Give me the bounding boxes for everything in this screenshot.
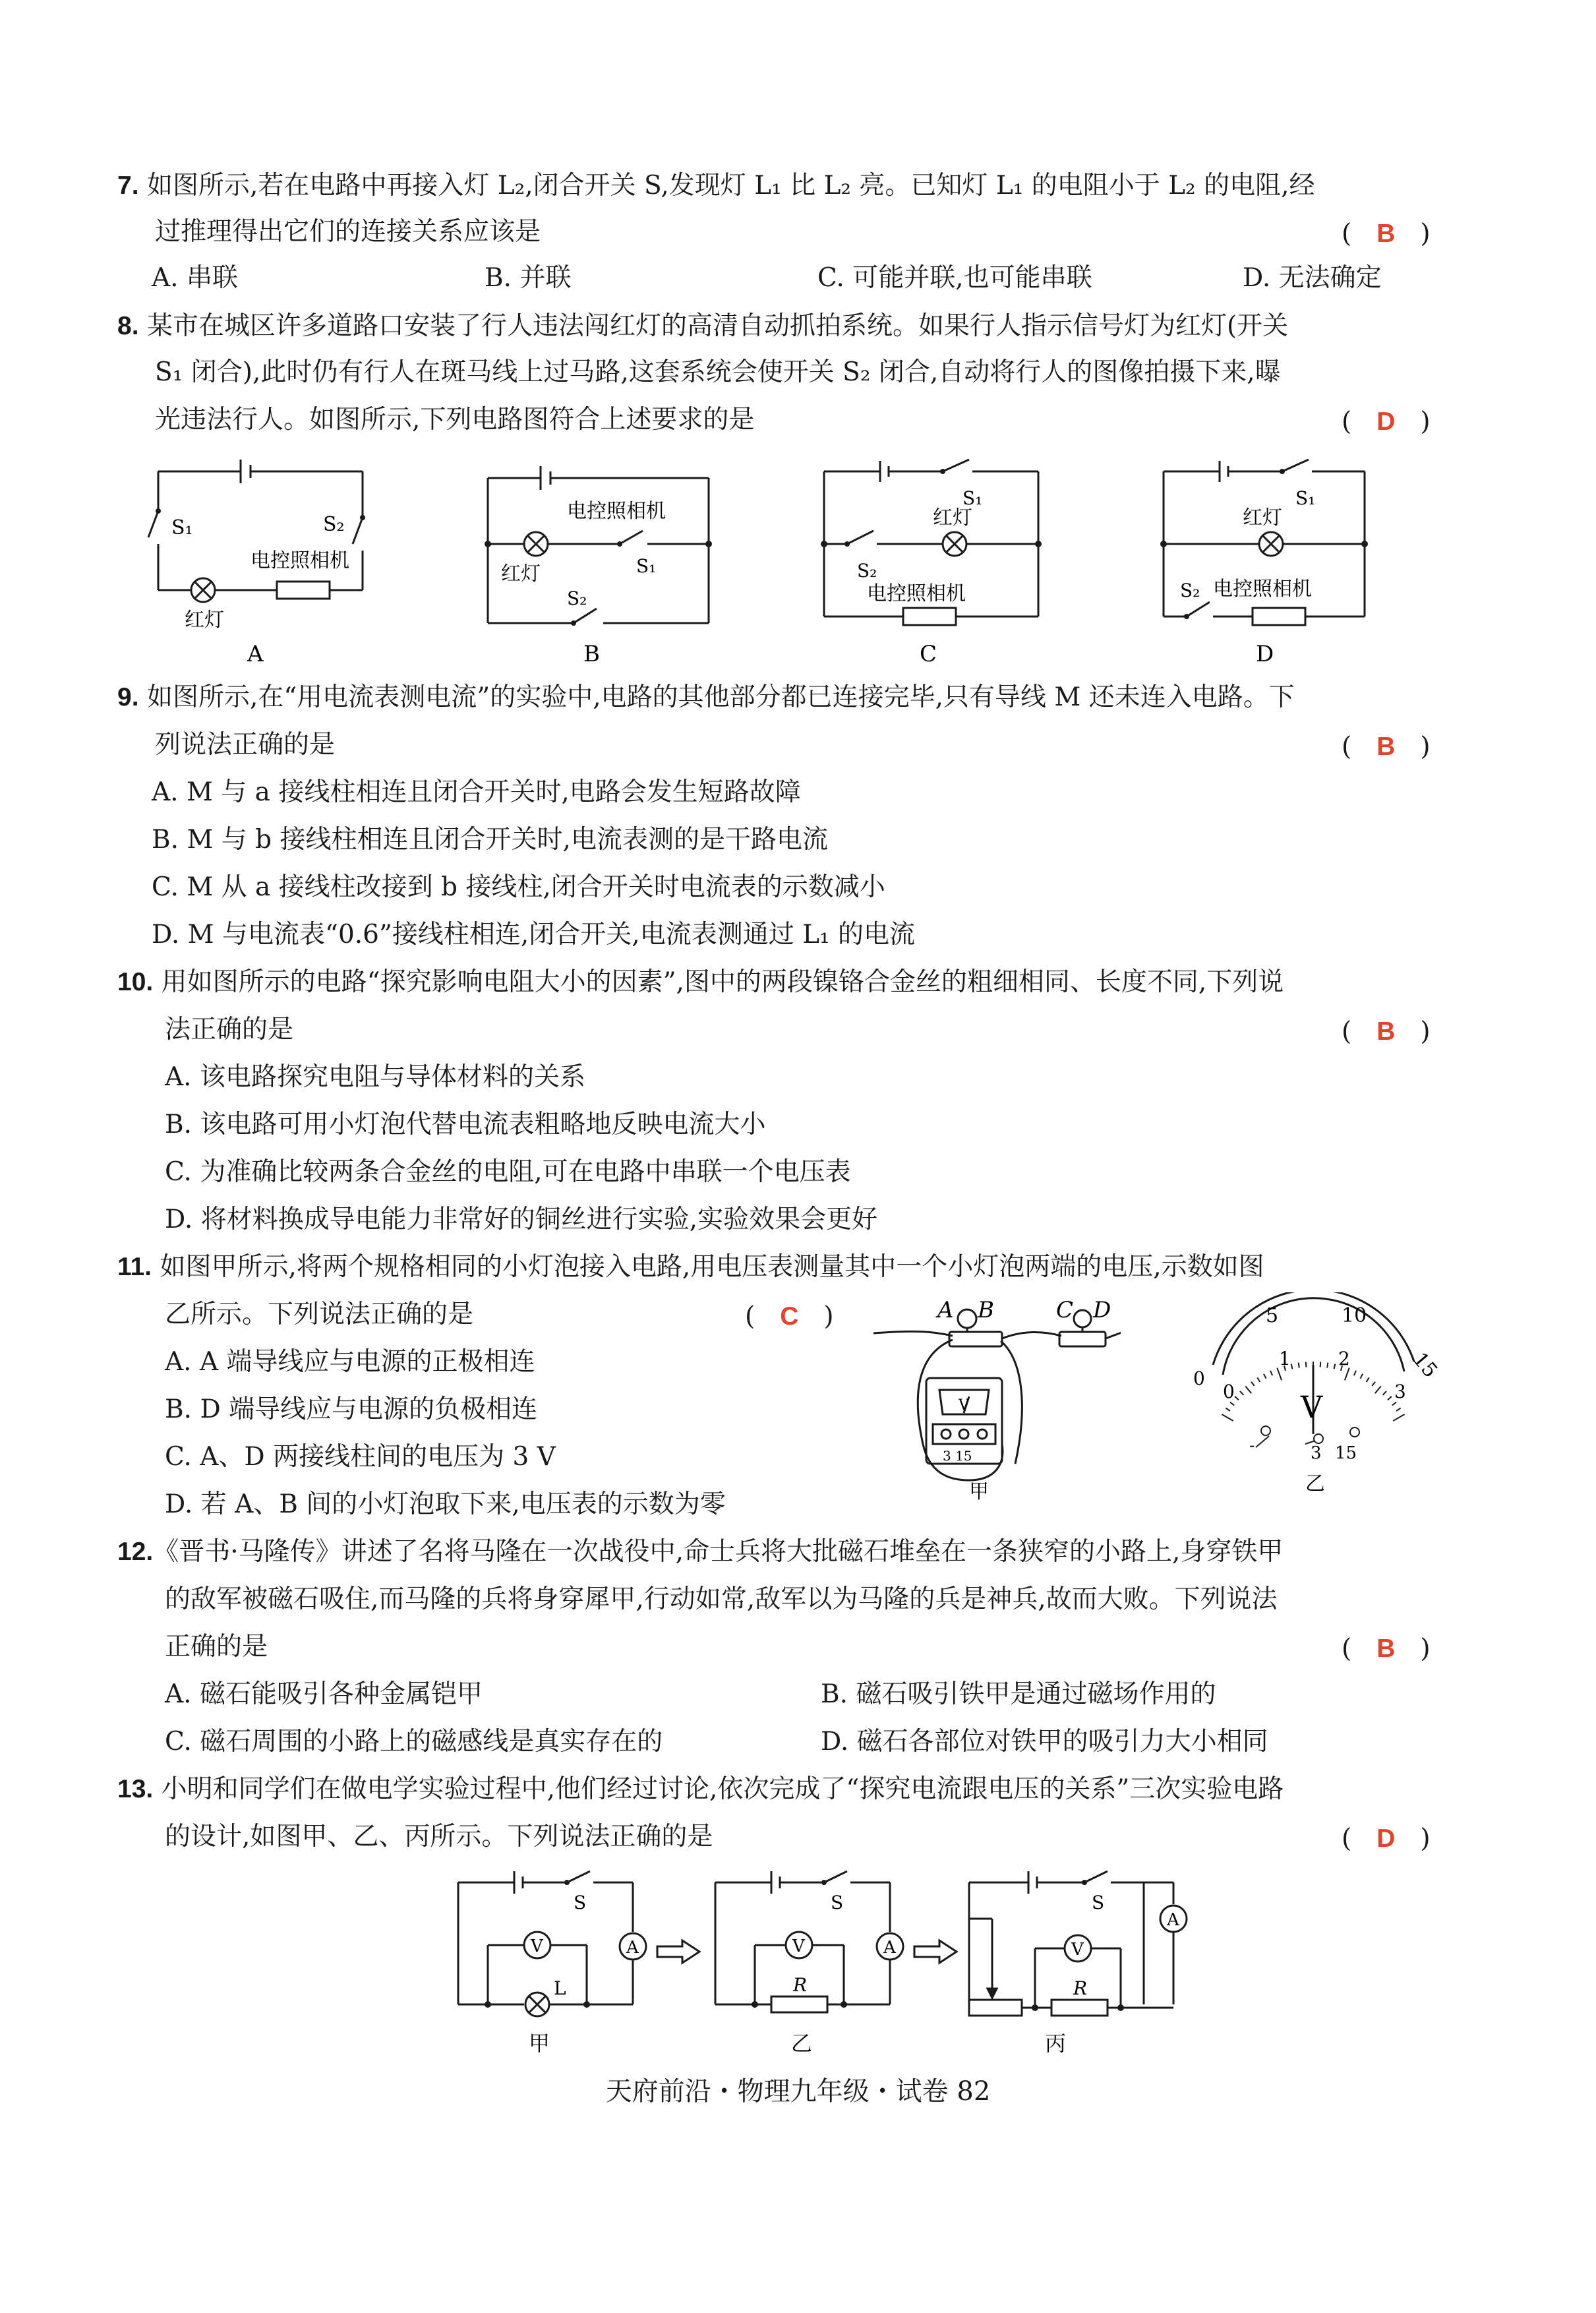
q11-jia-meter-symbol: V: [959, 1397, 969, 1414]
q11-option-b: B. D 端导线应与电源的负极相连: [165, 1395, 538, 1424]
q8-circuit-c: [811, 452, 1061, 669]
q12-line2: 的敌军被磁石吸住,而马隆的兵将身穿犀甲,行动如常,敌军以为马隆的兵是神兵,故而大败。下列说法: [165, 1584, 1278, 1614]
q11-dial-tick: [1393, 1414, 1404, 1421]
q9-text: 如图所示,在“用电流表测电流”的实验中,电路的其他部分都已连接完毕,只有导线 M 还未连入电路。下: [146, 682, 1295, 712]
q11-line2: 乙所示。下列说法正确的是: [165, 1300, 474, 1329]
q9-option-d: D. M 与电流表“0.6”接线柱相连,闭合开关,电流表测通过 L₁ 的电流: [152, 920, 916, 949]
q11-figure-yi-label: 乙: [1305, 1472, 1325, 1495]
q8-c-lamp-label: 红灯: [933, 506, 972, 529]
q11-dial-tick: [1334, 1364, 1336, 1369]
q13-yi-voltmeter-label: V: [792, 1937, 805, 1956]
q8-d-s2-label: S₂: [1180, 580, 1200, 601]
q12-line3: 正确的是: [165, 1632, 268, 1662]
q10-option-c: C. 为准确比较两条合金丝的电阻,可在电路中串联一个电压表: [165, 1157, 851, 1187]
q11-answer: ( C ): [745, 1302, 834, 1331]
q13-bing-resistor-label: R: [1073, 1977, 1088, 1999]
q7-option-b: B. 并联: [485, 263, 572, 293]
q7-line2: 过推理得出它们的连接关系应该是: [155, 217, 541, 247]
q11-dial-tick: [1396, 1408, 1401, 1412]
q13-line1: [117, 1776, 1284, 1802]
q13-bing-ammeter-label: A: [1167, 1910, 1179, 1930]
q7-option-c: C. 可能并联,也可能串联: [817, 263, 1092, 293]
q13-yi-ammeter-label: A: [883, 1938, 896, 1958]
q13-number: 13.: [117, 1775, 154, 1803]
q11-option-d: D. 若 A、B 间的小灯泡取下来,电压表的示数为零: [165, 1489, 726, 1519]
q9-answer: ( B ): [1342, 732, 1431, 762]
q8-number: 8.: [117, 312, 139, 340]
q11-dial-tick: [1360, 1374, 1363, 1379]
q12-option-a: A. 磁石能吸引各种金属铠甲: [165, 1679, 483, 1709]
q11-dial-tick: [1388, 1397, 1392, 1400]
q8-a-lamp-label: 红灯: [185, 609, 224, 632]
q13-jia-switch-label: S: [574, 1892, 587, 1913]
q13-answer: ( D ): [1342, 1824, 1431, 1853]
q11-dial-tick: [1392, 1402, 1396, 1406]
q13-circuit-yi: [705, 1866, 916, 2057]
q13-circuit-bing: [962, 1866, 1200, 2057]
q13-bing-switch-label: S: [1092, 1892, 1105, 1913]
q13-arrow-1: [656, 1938, 702, 1965]
q11-dial-tick: [1235, 1397, 1239, 1400]
q11-scale-outer-0: 0: [1193, 1367, 1205, 1389]
q13-figure-label-jia: 甲: [529, 2031, 550, 2056]
q11-scale-15: 15: [1407, 1348, 1442, 1383]
q12-number: 12.: [117, 1538, 154, 1566]
q11-scale-10: 10: [1342, 1304, 1367, 1327]
q11-yi-meter-symbol: V: [1301, 1389, 1323, 1425]
q11-dial-tick: [1345, 1368, 1349, 1381]
q9-line1: [117, 684, 1295, 710]
q8-a-camera-label: 电控照相机: [251, 549, 349, 572]
q12-text: 《晋书·马隆传》讲述了名将马隆在一次战役中,命士兵将大批磁石堆垒在一条狭窄的小路上,身穿铁甲: [153, 1537, 1284, 1567]
q10-option-d: D. 将材料换成导电能力非常好的铜丝进行实验,实验效果会更好: [165, 1205, 878, 1234]
q7-option-a: A. 串联: [152, 263, 238, 293]
q11-dial-tick: [1264, 1374, 1266, 1379]
q11-dial-tick: [1257, 1377, 1260, 1382]
q11-scale-3: 3: [1394, 1381, 1406, 1402]
q13-figure-label-bing: 丙: [1045, 2031, 1067, 2056]
q11-number: 11.: [117, 1253, 152, 1281]
q13-text: 小明和同学们在做电学实验过程中,他们经过讨论,依次完成了“探究电流跟电压的关系”三次实验电路: [161, 1774, 1284, 1804]
q8-figure-label-a: A: [247, 641, 264, 667]
q9-option-a: A. M 与 a 接线柱相连且闭合开关时,电路会发生短路故障: [152, 777, 801, 807]
q8-b-camera-label: 电控照相机: [567, 500, 666, 523]
q11-scale-5: 5: [1266, 1304, 1279, 1327]
q7-answer: ( B ): [1342, 219, 1431, 249]
q11-yi-terminal-3: 3: [1311, 1443, 1322, 1463]
q7-line1: [117, 173, 1315, 198]
q11-figure-jia-label: 甲: [969, 1480, 989, 1503]
q8-a-s1-label: S₁: [171, 516, 193, 539]
q11-dial-tick: [1367, 1377, 1369, 1382]
q11-dial-tick: [1320, 1362, 1321, 1367]
q8-circuit-a: [132, 452, 382, 669]
q11-dial-tick: [1251, 1382, 1255, 1386]
q13-yi-resistor-label: R: [793, 1974, 808, 1996]
q8-line1: [117, 313, 1288, 339]
q8-answer: ( D ): [1342, 407, 1431, 436]
q11-option-a: A. A 端导线应与电源的正极相连: [165, 1347, 535, 1377]
q11-figure-jia: [870, 1292, 1121, 1503]
q11-option-c: C. A、D 两接线柱间的电压为 3 V: [165, 1442, 556, 1472]
q11-dial-tick: [1327, 1363, 1328, 1368]
q13-jia-voltmeter-label: V: [531, 1937, 543, 1956]
q13-bing-voltmeter-label: V: [1071, 1940, 1084, 1960]
q8-c-s2-label: S₂: [857, 560, 877, 582]
page-footer: 天府前沿・物理九年级・试卷 82: [605, 2076, 991, 2107]
q8-line3: 光违法行人。如图所示,下列电路图符合上述要求的是: [155, 405, 755, 435]
q11-dial-tick: [1226, 1408, 1230, 1412]
q8-circuit-b: [475, 452, 725, 669]
q11-scale-2: 2: [1338, 1348, 1350, 1369]
q13-yi-switch-label: S: [831, 1892, 844, 1913]
q13-arrow-2: [913, 1938, 959, 1965]
q11-dial-tick: [1270, 1371, 1272, 1375]
q11-dial-tick: [1372, 1382, 1375, 1386]
q11-scale-1: 1: [1279, 1348, 1291, 1369]
q13-circuit-jia: [448, 1866, 659, 2057]
q9-number: 9.: [117, 683, 139, 711]
q11-dial-tick: [1354, 1371, 1356, 1375]
q11-dial-tick: [1383, 1391, 1387, 1395]
q11-jia-meter-ranges: 3 15: [943, 1448, 972, 1464]
q12-option-c: C. 磁石周围的小路上的磁感线是真实存在的: [165, 1727, 663, 1757]
q11-terminal-a-label: A: [937, 1297, 954, 1323]
q11-line1: [117, 1254, 1264, 1280]
q8-figure-label-b: B: [583, 641, 600, 667]
q7-number: 7.: [117, 171, 139, 200]
q11-dial-tick: [1306, 1362, 1307, 1367]
q10-option-a: A. 该电路探究电阻与导体材料的关系: [165, 1062, 585, 1092]
q8-c-s1-label: S₁: [962, 487, 983, 509]
q8-d-camera-label: 电控照相机: [1213, 578, 1312, 601]
q8-circuit-d: [1147, 452, 1398, 669]
q11-terminal-b-label: B: [978, 1297, 994, 1323]
q11-dial-tick: [1245, 1386, 1251, 1393]
q11-figure-yi: [1187, 1292, 1450, 1503]
q12-option-d: D. 磁石各部位对铁甲的吸引力大小相同: [821, 1727, 1268, 1757]
q13-line2: 的设计,如图甲、乙、丙所示。下列说法正确的是: [165, 1822, 713, 1851]
q11-terminal-d-label: D: [1093, 1297, 1111, 1323]
q9-line2: 列说法正确的是: [155, 730, 336, 760]
q10-line2: 法正确的是: [165, 1015, 294, 1044]
q8-text: 某市在城区许多道路口安装了行人违法闯红灯的高清自动抓拍系统。如果行人指示信号灯为红灯(开关: [146, 311, 1289, 341]
q8-a-s2-label: S₂: [323, 513, 345, 536]
q7-option-d: D. 无法确定: [1243, 263, 1382, 293]
q9-option-c: C. M 从 a 接线柱改接到 b 接线柱,闭合开关时电流表的示数减小: [152, 872, 885, 902]
q8-d-s1-label: S₁: [1295, 487, 1316, 509]
q10-answer: ( B ): [1342, 1017, 1431, 1046]
q12-line1: [117, 1539, 1283, 1565]
q11-dial-tick: [1375, 1386, 1381, 1393]
q8-b-s1-label: S₁: [636, 555, 657, 577]
q8-figure-label-c: C: [920, 641, 937, 667]
q11-yi-terminal-15: 15: [1335, 1443, 1357, 1463]
q11-dial-tick: [1240, 1391, 1244, 1395]
q10-number: 10.: [117, 968, 154, 996]
q11-scale-0: 0: [1223, 1381, 1235, 1402]
q12-answer: ( B ): [1342, 1634, 1431, 1664]
q7-text: 如图所示,若在电路中再接入灯 L₂,闭合开关 S,发现灯 L₁ 比 L₂ 亮。已知灯 L₁ 的电阻小于 L₂ 的电阻,经: [146, 171, 1315, 200]
q13-figure-label-yi: 乙: [791, 2031, 813, 2056]
q8-d-lamp-label: 红灯: [1243, 506, 1282, 529]
q11-dial-tick: [1277, 1368, 1282, 1381]
q12-option-b: B. 磁石吸引铁甲是通过磁场作用的: [821, 1679, 1216, 1709]
q10-option-b: B. 该电路可用小灯泡代替电流表粗略地反映电流大小: [165, 1110, 766, 1139]
q11-text: 如图甲所示,将两个规格相同的小灯泡接入电路,用电压表测量其中一个小灯泡两端的电压,示数如图: [160, 1252, 1264, 1282]
q10-line1: [117, 969, 1284, 995]
q13-jia-lamp-label: L: [554, 1977, 566, 1999]
q8-b-s2-label: S₂: [567, 587, 587, 609]
q8-figure-label-d: D: [1256, 641, 1274, 667]
q9-option-b: B. M 与 b 接线柱相连且闭合开关时,电流表测的是干路电流: [152, 825, 828, 855]
q8-line2: S₁ 闭合),此时仍有行人在斑马线上过马路,这套系统会使开关 S₂ 闭合,自动将行人的图像拍摄下来,曝: [155, 357, 1281, 387]
q8-c-camera-label: 电控照相机: [867, 582, 966, 605]
q11-terminal-c-label: C: [1056, 1297, 1074, 1323]
q11-yi-neg-terminal: -: [1249, 1436, 1255, 1455]
q11-dial-tick: [1230, 1402, 1234, 1406]
q11-dial-tick: [1222, 1414, 1233, 1421]
q11-dial-tick: [1291, 1364, 1293, 1369]
q13-jia-ammeter-label: A: [626, 1938, 639, 1958]
q10-text: 用如图所示的电路“探究影响电阻大小的因素”,图中的两段镍铬合金丝的粗细相同、长度不同,下列说: [161, 967, 1284, 997]
q8-b-lamp-label: 红灯: [501, 562, 541, 586]
